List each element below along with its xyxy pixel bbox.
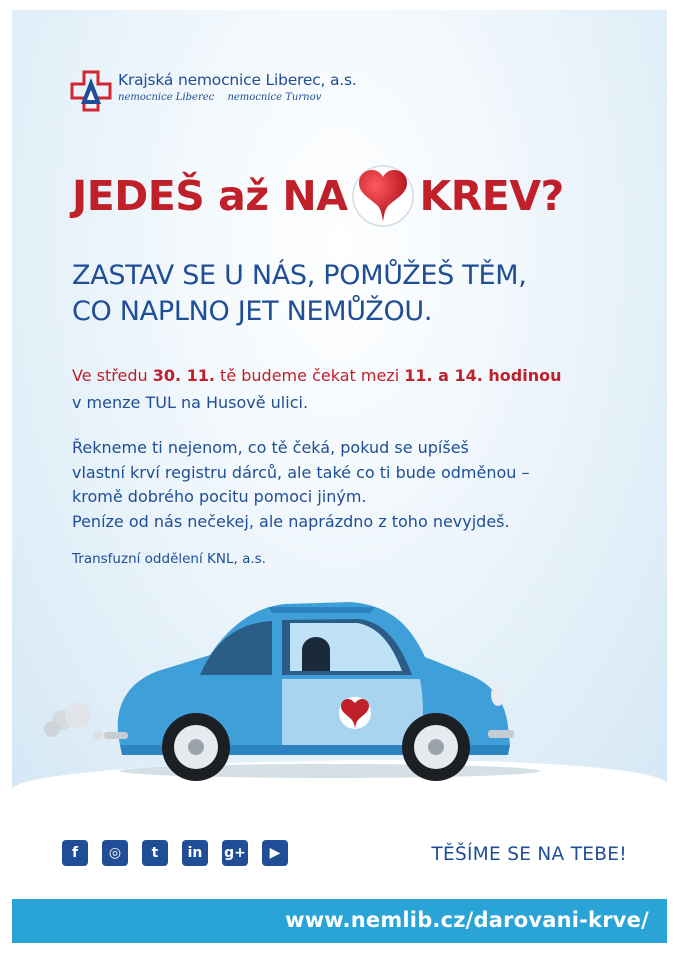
headline — [72, 160, 564, 232]
signature: Transfuzní oddělení KNL, a.s. — [72, 551, 266, 567]
event-time: 11. a 14. hodinou — [404, 366, 562, 385]
event-middle: tě budeme čekat mezi — [214, 366, 405, 385]
event-place: v menze TUL na Husově ulici. — [72, 393, 309, 412]
twitter-icon[interactable]: t — [142, 840, 168, 866]
event-date: 30. 11. — [152, 366, 215, 385]
headline-part2: KREV? — [419, 172, 564, 220]
instagram-icon[interactable]: ◎ — [102, 840, 128, 866]
website-link[interactable]: www.nemlib.cz/darovani-krve/ — [285, 908, 649, 932]
heart-drop-icon — [351, 164, 415, 228]
tagline: TĚŠÍME SE NA TEBE! — [431, 844, 627, 865]
body-line: vlastní krví registru dárců, ale také co ti bude odměnou – — [72, 462, 530, 482]
url-bar — [12, 899, 667, 943]
organization-name: Krajská nemocnice Liberec, a.s. — [118, 71, 357, 89]
linkedin-icon[interactable]: in — [182, 840, 208, 866]
organization-subtitle — [118, 92, 357, 103]
facebook-icon[interactable]: f — [62, 840, 88, 866]
subheadline-line1: ZASTAV SE U NÁS, POMŮŽEŠ TĚM, — [72, 260, 527, 291]
hospital-cross-icon — [70, 70, 112, 112]
subheadline-line2: CO NAPLNO JET NEMŮŽOU. — [72, 296, 433, 327]
body-paragraph — [72, 436, 632, 534]
body-line: Peníze od nás nečekej, ale naprázdno z toho nevyjdeš. — [72, 511, 510, 531]
subtitle-liberec: nemocnice Liberec — [118, 92, 215, 103]
youtube-icon[interactable]: ▶ — [262, 840, 288, 866]
headline-part1: JEDEŠ až NA — [72, 172, 348, 220]
social-icons — [62, 840, 302, 866]
googleplus-icon[interactable]: g+ — [222, 840, 248, 866]
hospital-logo[interactable] — [70, 70, 357, 112]
car-illustration — [40, 595, 540, 795]
subtitle-turnov: nemocnice Turnov — [227, 92, 322, 103]
body-line: Řekneme ti nejenom, co tě čeká, pokud se upíšeš — [72, 438, 469, 457]
event-prefix: Ve středu — [72, 366, 153, 385]
subheadline — [72, 258, 632, 330]
body-line: kromě dobrého pocitu pomoci jiným. — [72, 487, 367, 506]
event-details — [72, 362, 632, 416]
